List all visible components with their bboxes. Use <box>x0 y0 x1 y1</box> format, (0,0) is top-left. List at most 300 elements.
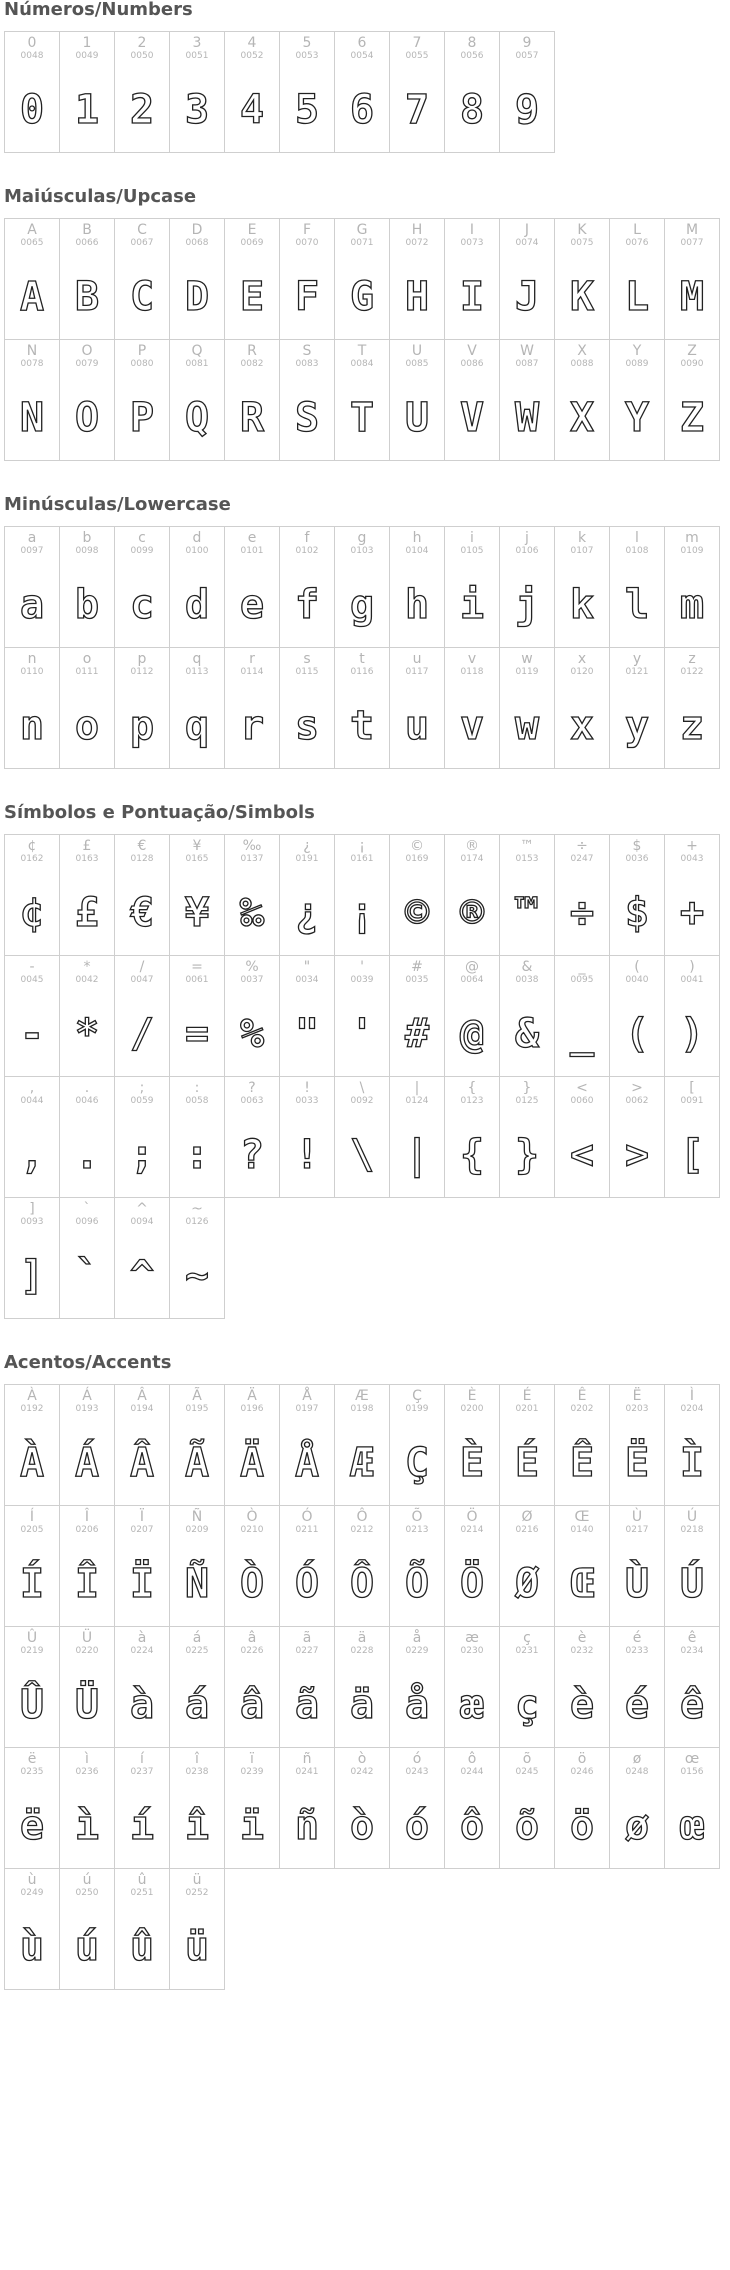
glyph-char-label: ~ <box>191 1201 203 1217</box>
glyph-code-label: 0062 <box>625 1096 649 1106</box>
glyph-sample: ô <box>459 1803 485 1849</box>
glyph-char-label: Õ <box>411 1509 423 1525</box>
glyph-code-label: 0091 <box>680 1096 704 1106</box>
glyph-char-label: œ <box>684 1751 700 1767</box>
glyph-cell <box>279 1626 335 1748</box>
glyph-cell <box>334 31 390 153</box>
glyph-sample: v <box>459 703 485 749</box>
glyph-cell <box>609 526 665 648</box>
glyph-code-label: 0191 <box>295 854 319 864</box>
glyph-char-label: } <box>522 1080 532 1096</box>
glyph-char-label: * <box>83 959 91 975</box>
glyph-char-label: $ <box>632 838 642 854</box>
glyph-char-label: z <box>688 651 696 667</box>
glyph-cell <box>554 1384 610 1506</box>
glyph-sample: à <box>129 1682 155 1728</box>
glyph-sample: @ <box>459 1011 485 1057</box>
glyph-code-label: 0199 <box>405 1404 429 1414</box>
glyph-char-label: Ä <box>247 1388 257 1404</box>
glyph-cell <box>59 1076 115 1198</box>
glyph-char-label: È <box>467 1388 477 1404</box>
glyph-code-label: 0236 <box>75 1767 99 1777</box>
glyph-sample: ó <box>404 1803 430 1849</box>
glyph-char-label: Ï <box>139 1509 145 1525</box>
glyph-sample: õ <box>514 1803 540 1849</box>
glyph-sample: > <box>624 1132 650 1178</box>
glyph-sample: ï <box>239 1803 265 1849</box>
glyph-code-label: 0094 <box>130 1217 154 1227</box>
glyph-sample: q <box>184 703 210 749</box>
glyph-cell <box>444 834 500 956</box>
glyph-sample: Ä <box>239 1440 265 1486</box>
glyph-sample: n <box>19 703 45 749</box>
glyph-sample: Ê <box>569 1440 595 1486</box>
glyph-sample: p <box>129 703 155 749</box>
glyph-char-label: Ç <box>412 1388 422 1404</box>
glyph-code-label: 0207 <box>130 1525 154 1535</box>
glyph-char-label: À <box>27 1388 37 1404</box>
glyph-char-label: " <box>303 959 311 975</box>
glyph-cell <box>554 1076 610 1198</box>
glyph-char-label: 8 <box>467 35 477 51</box>
glyph-char-label: l <box>635 530 639 546</box>
glyph-char-label: # <box>411 959 423 975</box>
glyph-sample: 1 <box>74 87 100 133</box>
glyph-cell <box>334 955 390 1077</box>
glyph-cell <box>444 647 500 769</box>
glyph-code-label: 0052 <box>240 51 264 61</box>
glyph-sample: û <box>129 1924 155 1970</box>
glyph-sample: ¥ <box>184 890 210 936</box>
glyph-char-label: ò <box>357 1751 367 1767</box>
glyph-cell <box>389 31 445 153</box>
glyph-sample: è <box>569 1682 595 1728</box>
glyph-char-label: É <box>522 1388 532 1404</box>
glyph-code-label: 0218 <box>680 1525 704 1535</box>
glyph-char-label: + <box>686 838 698 854</box>
glyph-code-label: 0206 <box>75 1525 99 1535</box>
glyph-sample: Ø <box>514 1561 540 1607</box>
glyph-cell <box>499 1747 555 1869</box>
glyph-sample: i <box>459 582 485 628</box>
glyph-code-label: 0103 <box>350 546 374 556</box>
glyph-cell <box>59 1197 115 1319</box>
glyph-grid <box>4 218 724 460</box>
glyph-char-label: J <box>524 222 530 238</box>
glyph-sample: ! <box>294 1132 320 1178</box>
glyph-sample: ® <box>459 890 485 936</box>
glyph-cell <box>169 1197 225 1319</box>
glyph-cell <box>389 1076 445 1198</box>
glyph-char-label: Å <box>302 1388 312 1404</box>
glyph-sample: o <box>74 703 100 749</box>
glyph-char-label: R <box>247 343 257 359</box>
glyph-char-label: å <box>412 1630 422 1646</box>
glyph-char-label: ; <box>139 1080 145 1096</box>
glyph-char-label: Z <box>687 343 697 359</box>
glyph-char-label: @ <box>465 959 479 975</box>
glyph-code-label: 0230 <box>460 1646 484 1656</box>
glyph-code-label: 0071 <box>350 238 374 248</box>
glyph-char-label: I <box>469 222 475 238</box>
glyph-char-label: ñ <box>302 1751 312 1767</box>
glyph-code-label: 0107 <box>570 546 594 556</box>
glyph-sample: æ <box>459 1682 485 1728</box>
glyph-code-label: 0114 <box>240 667 264 677</box>
glyph-cell <box>59 339 115 461</box>
glyph-grid <box>4 526 724 768</box>
glyph-char-label: [ <box>689 1080 695 1096</box>
glyph-cell <box>224 339 280 461</box>
glyph-cell <box>664 526 720 648</box>
glyph-cell <box>279 526 335 648</box>
glyph-sample: x <box>569 703 595 749</box>
glyph-char-label: ^ <box>136 1201 148 1217</box>
glyph-code-label: 0121 <box>625 667 649 677</box>
glyph-sample: * <box>74 1011 100 1057</box>
glyph-cell <box>59 1626 115 1748</box>
glyph-cell <box>444 955 500 1077</box>
glyph-char-label: P <box>137 343 147 359</box>
glyph-code-label: 0097 <box>20 546 44 556</box>
glyph-sample: X <box>569 395 595 441</box>
glyph-char-label: < <box>576 1080 588 1096</box>
glyph-cell <box>169 834 225 956</box>
glyph-char-label: Ã <box>192 1388 202 1404</box>
glyph-cell <box>279 31 335 153</box>
glyph-char-label: Â <box>137 1388 147 1404</box>
glyph-cell <box>334 1505 390 1627</box>
glyph-code-label: 0195 <box>185 1404 209 1414</box>
glyph-char-label: G <box>356 222 368 238</box>
glyph-cell <box>389 1384 445 1506</box>
glyph-cell <box>114 1505 170 1627</box>
glyph-code-label: 0050 <box>130 51 154 61</box>
glyph-sample: ã <box>294 1682 320 1728</box>
glyph-code-label: 0244 <box>460 1767 484 1777</box>
glyph-cell <box>169 1747 225 1869</box>
glyph-sample: 0 <box>19 87 45 133</box>
glyph-cell <box>609 1747 665 1869</box>
glyph-code-label: 0247 <box>570 854 594 864</box>
glyph-sample: H <box>404 274 430 320</box>
glyph-cell <box>664 1505 720 1627</box>
glyph-sample: w <box>514 703 540 749</box>
glyph-code-label: 0093 <box>20 1217 44 1227</box>
glyph-sample: Â <box>129 1440 155 1486</box>
glyph-code-label: 0106 <box>515 546 539 556</box>
glyph-code-label: 0049 <box>75 51 99 61</box>
glyph-cell <box>59 647 115 769</box>
glyph-code-label: 0055 <box>405 51 429 61</box>
glyph-cell <box>554 834 610 956</box>
glyph-char-label: ö <box>577 1751 587 1767</box>
glyph-char-label: V <box>467 343 477 359</box>
glyph-cell <box>334 1384 390 1506</box>
glyph-cell <box>279 1076 335 1198</box>
glyph-cell <box>334 1626 390 1748</box>
glyph-sample: Ô <box>349 1561 375 1607</box>
glyph-code-label: 0219 <box>20 1646 44 1656</box>
glyph-char-label: T <box>357 343 367 359</box>
glyph-sample: Ó <box>294 1561 320 1607</box>
glyph-code-label: 0096 <box>75 1217 99 1227</box>
glyph-char-label: ù <box>27 1872 37 1888</box>
glyph-code-label: 0048 <box>20 51 44 61</box>
glyph-cell <box>554 955 610 1077</box>
glyph-char-label: g <box>357 530 367 546</box>
glyph-code-label: 0104 <box>405 546 429 556</box>
glyph-char-label: à <box>137 1630 147 1646</box>
glyph-cell <box>664 1076 720 1198</box>
section-title: Minúsculas/Lowercase <box>4 494 231 515</box>
glyph-code-label: 0202 <box>570 1404 594 1414</box>
glyph-cell <box>169 647 225 769</box>
glyph-cell <box>444 1076 500 1198</box>
glyph-cell <box>334 218 390 340</box>
glyph-code-label: 0079 <box>75 359 99 369</box>
glyph-code-label: 0209 <box>185 1525 209 1535</box>
glyph-cell <box>609 955 665 1077</box>
glyph-cell <box>59 526 115 648</box>
glyph-cell <box>114 1384 170 1506</box>
glyph-sample: Í <box>19 1561 45 1607</box>
glyph-sample: ÷ <box>569 890 595 936</box>
glyph-sample: Ë <box>624 1440 650 1486</box>
glyph-cell <box>4 1626 60 1748</box>
glyph-sample: V <box>459 395 485 441</box>
glyph-sample: m <box>679 582 705 628</box>
glyph-code-label: 0216 <box>515 1525 539 1535</box>
glyph-char-label: 2 <box>137 35 147 51</box>
glyph-sample: ä <box>349 1682 375 1728</box>
glyph-sample: Ñ <box>184 1561 210 1607</box>
glyph-code-label: 0067 <box>130 238 154 248</box>
glyph-sample: d <box>184 582 210 628</box>
glyph-char-label: w <box>521 651 533 667</box>
glyph-sample: M <box>679 274 705 320</box>
glyph-char-label: j <box>525 530 529 546</box>
glyph-sample: ç <box>514 1682 540 1728</box>
glyph-sample: Æ <box>349 1440 375 1486</box>
glyph-code-label: 0161 <box>350 854 374 864</box>
glyph-sample: ) <box>679 1011 705 1057</box>
glyph-char-label: A <box>27 222 37 238</box>
glyph-code-label: 0213 <box>405 1525 429 1535</box>
glyph-code-label: 0126 <box>185 1217 209 1227</box>
glyph-cell <box>664 1384 720 1506</box>
glyph-sample: A <box>19 274 45 320</box>
glyph-cell <box>554 526 610 648</box>
glyph-code-label: 0061 <box>185 975 209 985</box>
glyph-char-label: ™ <box>520 838 534 854</box>
glyph-cell <box>224 31 280 153</box>
glyph-sample: 9 <box>514 87 540 133</box>
glyph-cell <box>389 647 445 769</box>
glyph-cell <box>389 955 445 1077</box>
glyph-cell <box>499 1626 555 1748</box>
glyph-char-label: ¡ <box>359 838 365 854</box>
glyph-sample: ^ <box>129 1253 155 1299</box>
glyph-sample: : <box>184 1132 210 1178</box>
glyph-sample: J <box>514 274 540 320</box>
glyph-cell <box>499 955 555 1077</box>
glyph-char-label: N <box>26 343 38 359</box>
glyph-code-label: 0125 <box>515 1096 539 1106</box>
glyph-cell <box>224 526 280 648</box>
glyph-char-label: 0 <box>27 35 37 51</box>
glyph-sample: ] <box>19 1253 45 1299</box>
glyph-cell <box>4 1197 60 1319</box>
glyph-sample: b <box>74 582 100 628</box>
glyph-cell <box>334 834 390 956</box>
glyph-char-label: L <box>633 222 641 238</box>
glyph-sample: N <box>19 395 45 441</box>
glyph-char-label: O <box>81 343 93 359</box>
glyph-code-label: 0200 <box>460 1404 484 1414</box>
glyph-cell <box>59 31 115 153</box>
glyph-code-label: 0245 <box>515 1767 539 1777</box>
glyph-cell <box>499 526 555 648</box>
glyph-code-label: 0066 <box>75 238 99 248</box>
glyph-code-label: 0083 <box>295 359 319 369</box>
glyph-sample: D <box>184 274 210 320</box>
glyph-cell <box>664 1747 720 1869</box>
glyph-sample: & <box>514 1011 540 1057</box>
glyph-cell <box>389 526 445 648</box>
glyph-code-label: 0058 <box>185 1096 209 1106</box>
glyph-char-label: ó <box>412 1751 422 1767</box>
glyph-code-label: 0113 <box>185 667 209 677</box>
glyph-cell <box>609 834 665 956</box>
glyph-cell <box>609 1505 665 1627</box>
glyph-cell <box>279 218 335 340</box>
section-title: Símbolos e Pontuação/Simbols <box>4 802 315 823</box>
glyph-code-label: 0203 <box>625 1404 649 1414</box>
glyph-char-label: û <box>137 1872 147 1888</box>
glyph-code-label: 0064 <box>460 975 484 985</box>
glyph-cell <box>114 526 170 648</box>
glyph-code-label: 0237 <box>130 1767 154 1777</box>
glyph-code-label: 0086 <box>460 359 484 369</box>
glyph-cell <box>444 1747 500 1869</box>
glyph-sample: , <box>19 1132 45 1178</box>
glyph-char-label: ú <box>82 1872 92 1888</box>
glyph-cell <box>499 339 555 461</box>
glyph-sample: . <box>74 1132 100 1178</box>
glyph-code-label: 0238 <box>185 1767 209 1777</box>
glyph-code-label: 0232 <box>570 1646 594 1656</box>
glyph-code-label: 0156 <box>680 1767 704 1777</box>
glyph-cell <box>279 1747 335 1869</box>
glyph-char-label: ¥ <box>192 838 202 854</box>
glyph-grid <box>4 31 724 152</box>
glyph-code-label: 0105 <box>460 546 484 556</box>
glyph-cell <box>334 647 390 769</box>
glyph-code-label: 0054 <box>350 51 374 61</box>
glyph-sample: U <box>404 395 430 441</box>
glyph-char-label: ' <box>360 959 364 975</box>
glyph-code-label: 0211 <box>295 1525 319 1535</box>
glyph-char-label: t <box>359 651 365 667</box>
glyph-code-label: 0059 <box>130 1096 154 1106</box>
glyph-char-label: ô <box>467 1751 477 1767</box>
glyph-code-label: 0117 <box>405 667 429 677</box>
glyph-code-label: 0082 <box>240 359 264 369</box>
glyph-code-label: 0119 <box>515 667 539 677</box>
glyph-char-label: D <box>191 222 203 238</box>
glyph-code-label: 0118 <box>460 667 484 677</box>
glyph-char-label: Ë <box>632 1388 642 1404</box>
glyph-char-label: % <box>245 959 259 975</box>
glyph-sample: Á <box>74 1440 100 1486</box>
glyph-sample: R <box>239 395 265 441</box>
glyph-cell <box>609 339 665 461</box>
glyph-code-label: 0201 <box>515 1404 539 1414</box>
glyph-cell <box>59 1868 115 1990</box>
glyph-code-label: 0137 <box>240 854 264 864</box>
glyph-cell <box>4 1076 60 1198</box>
glyph-sample: % <box>239 1011 265 1057</box>
glyph-sample: | <box>404 1132 430 1178</box>
glyph-cell <box>499 834 555 956</box>
glyph-cell <box>224 1747 280 1869</box>
glyph-char-label: e <box>247 530 257 546</box>
glyph-cell <box>169 955 225 1077</box>
glyph-code-label: 0074 <box>515 238 539 248</box>
glyph-code-label: 0065 <box>20 238 44 248</box>
glyph-sample: 6 <box>349 87 375 133</box>
glyph-sample: O <box>74 395 100 441</box>
glyph-cell <box>389 218 445 340</box>
glyph-char-label: ï <box>250 1751 254 1767</box>
glyph-sample: À <box>19 1440 45 1486</box>
glyph-sample: ™ <box>514 890 540 936</box>
glyph-char-label: q <box>192 651 202 667</box>
glyph-code-label: 0116 <box>350 667 374 677</box>
glyph-code-label: 0124 <box>405 1096 429 1106</box>
glyph-code-label: 0108 <box>625 546 649 556</box>
glyph-code-label: 0252 <box>185 1888 209 1898</box>
glyph-cell <box>4 218 60 340</box>
glyph-cell <box>389 339 445 461</box>
glyph-code-label: 0041 <box>680 975 704 985</box>
glyph-cell <box>499 1505 555 1627</box>
glyph-sample: K <box>569 274 595 320</box>
glyph-char-label: 3 <box>192 35 202 51</box>
glyph-char-label: u <box>412 651 422 667</box>
glyph-code-label: 0084 <box>350 359 374 369</box>
glyph-code-label: 0214 <box>460 1525 484 1535</box>
glyph-char-label: / <box>139 959 145 975</box>
glyph-char-label: Ó <box>301 1509 313 1525</box>
glyph-char-label: í <box>140 1751 144 1767</box>
glyph-code-label: 0248 <box>625 1767 649 1777</box>
glyph-cell <box>664 647 720 769</box>
glyph-sample: s <box>294 703 320 749</box>
glyph-char-label: x <box>577 651 587 667</box>
glyph-char-label: £ <box>82 838 92 854</box>
glyph-char-label: Û <box>26 1630 38 1646</box>
glyph-code-label: 0090 <box>680 359 704 369</box>
glyph-code-label: 0095 <box>570 975 594 985</box>
glyph-sample: Z <box>679 395 705 441</box>
glyph-char-label: o <box>82 651 92 667</box>
glyph-sample: _ <box>569 1011 595 1057</box>
glyph-cell <box>169 1868 225 1990</box>
glyph-sample: h <box>404 582 430 628</box>
glyph-cell <box>59 1747 115 1869</box>
